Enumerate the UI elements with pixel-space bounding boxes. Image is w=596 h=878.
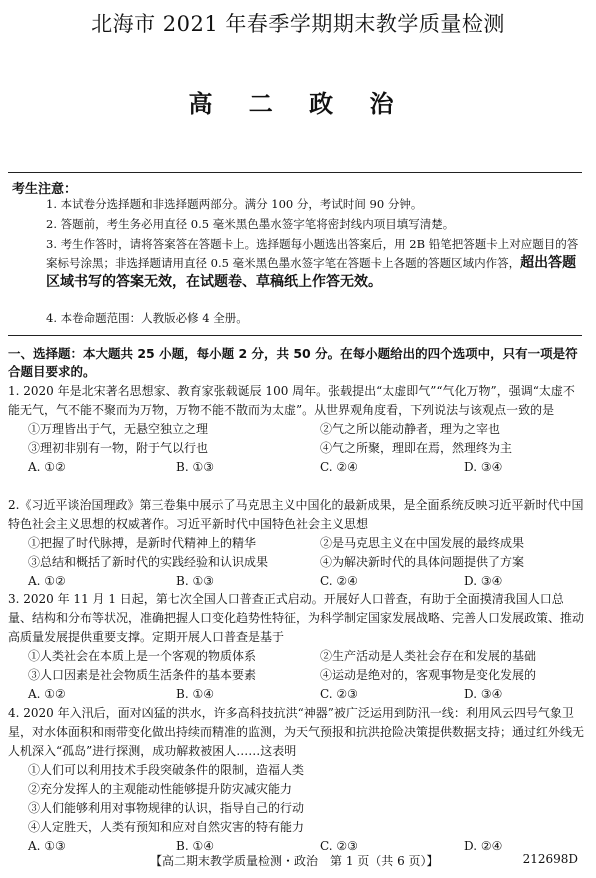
choice-row: [8, 572, 584, 591]
question-4: [8, 704, 584, 856]
statement: ②生产活动是人类社会存在和发展的基础: [320, 649, 537, 663]
statement: ③理初非别有一物，附于气以行也: [28, 441, 209, 455]
choice-row: [8, 458, 584, 477]
choice-d[interactable]: D. ②④: [464, 839, 503, 853]
choice-row: [8, 685, 584, 704]
statement: ④气之所聚，理即在焉，然理终为主: [320, 441, 513, 455]
statement-row: [8, 761, 584, 780]
choice-d[interactable]: D. ③④: [464, 460, 503, 474]
footer-code: 212698D: [522, 852, 578, 866]
choice-c[interactable]: C. ②③: [320, 687, 358, 701]
notice-item-1: 1. 本试卷分选择题和非选择题两部分。满分 100 分，考试时间 90 分钟。: [46, 197, 423, 211]
notice-item-4: 4. 本卷命题范围：人教版必修 4 全册。: [46, 311, 248, 325]
choice-d[interactable]: D. ③④: [464, 574, 503, 588]
notice-item-3-emphasis: 超出答题区域书写的答案无效，在试题卷、草稿纸上作答无效。: [46, 255, 577, 290]
choice-b[interactable]: B. ①③: [176, 574, 214, 588]
section-heading: 一、选择题：本大题共 25 小题，每小题 2 分，共 50 分。在每小题给出的四个选项中，只有一项是符合题目要求的。: [8, 346, 578, 379]
statement: ①人们可以利用技术手段突破条件的限制，造福人类: [28, 763, 305, 777]
statement-row: [8, 647, 584, 666]
statement-row: [8, 780, 584, 799]
statement: ②气之所以能动静者，理为之宰也: [320, 422, 501, 436]
statement: ④为解决新时代的具体问题提供了方案: [320, 555, 525, 569]
question-stem: 4. 2020 年入汛后，面对凶猛的洪水，许多高科技抗洪“神器”被广泛运用到防汛一线：利用风云四号气象卫星，对水体面积和雨带变化做出持续而精准的监测，为天气预报和抗洪抢险决策提供数据支持；通过红外线无人机深入“孤岛”进行探测，成功解救被困人……这表明: [8, 706, 585, 758]
choice-a[interactable]: A. ①②: [28, 687, 66, 701]
question-1: [8, 382, 584, 477]
statement: ④人定胜天，人类有预知和应对自然灾害的特有能力: [28, 820, 305, 834]
question-stem: 2.《习近平谈治国理政》第三卷集中展示了马克思主义中国化的最新成果，是全面系统反映习近平新时代中国特色社会主义思想的权威著作。习近平新时代中国特色社会主义思想: [8, 498, 584, 531]
statement-row: [8, 420, 584, 439]
statement: ②充分发挥人的主观能动性能够提升防灾减灾能力: [28, 782, 293, 796]
notice-item-2: 2. 答题前，考生务必用直径 0.5 毫米黑色墨水签字笔将密封线内项目填写清楚。: [46, 217, 455, 231]
statement: ③人们能够利用对事物规律的认识，指导自己的行动: [28, 801, 305, 815]
choice-a[interactable]: A. ①②: [28, 460, 66, 474]
question-stem: 1. 2020 年是北宋著名思想家、教育家张载诞辰 100 周年。张载提出“太虚即气”“气化万物”，强调“太虚不能无气，气不能不聚而为万物，万物不能不散而为太虚”。从世界观角度看，下列说法与该观点一致的是: [8, 384, 575, 417]
choice-a[interactable]: A. ①③: [28, 839, 66, 853]
notice-box: [8, 172, 582, 336]
notice-item-3-text: 3. 考生作答时，请将答案答在答题卡上。选择题每小题选出答案后，用 2B 铅笔把答题卡上对应题目的答案标号涂黑；非选择题请用直径 0.5 毫米黑色墨水签字笔在答题卡上各题的答题区域内作答，: [46, 237, 579, 270]
choice-c[interactable]: C. ②④: [320, 460, 358, 474]
choice-a[interactable]: A. ①②: [28, 574, 66, 588]
statement-row: [8, 666, 584, 685]
subject-title: 高 二 政 治: [188, 90, 408, 118]
statement: ①把握了时代脉搏，是新时代精神上的精华: [28, 536, 257, 550]
choice-b[interactable]: B. ①④: [176, 687, 214, 701]
choice-c[interactable]: C. ②④: [320, 574, 358, 588]
notice-item-3: [46, 235, 582, 292]
statement-row: [8, 799, 584, 818]
statement: ①人类社会在本质上是一个客观的物质体系: [28, 649, 257, 663]
footer-page-info: 【高二期末教学质量检测・政治 第 1 页（共 6 页）】: [150, 854, 439, 868]
choice-d[interactable]: D. ③④: [464, 687, 503, 701]
choice-b[interactable]: B. ①④: [176, 839, 214, 853]
choice-b[interactable]: B. ①③: [176, 460, 214, 474]
statement: ②是马克思主义在中国发展的最终成果: [320, 536, 525, 550]
statement-row: [8, 818, 584, 837]
notice-heading: 考生注意：: [12, 182, 78, 197]
question-stem: 3. 2020 年 11 月 1 日起，第七次全国人口普查正式启动。开展好人口普查，有助于全面摸清我国人口总量、结构和分布等状况，准确把握人口变化趋势性特征，为科学制定国家发展战略、完善人口发展政策、推动高质量发展提供重要支撑。定期开展人口普查是基于: [8, 592, 585, 644]
statement-row: [8, 534, 584, 553]
choice-c[interactable]: C. ②③: [320, 839, 358, 853]
question-2: [8, 496, 584, 591]
statement: ③总结和概括了新时代的实践经验和认识成果: [28, 555, 269, 569]
exam-title: 北海市 2021 年春季学期期末教学质量检测: [91, 12, 505, 36]
statement: ③人口因素是社会物质生活条件的基本要素: [28, 668, 257, 682]
statement: ④运动是绝对的，客观事物是变化发展的: [320, 668, 537, 682]
statement-row: [8, 553, 584, 572]
statement: ①万理皆出于气，无悬空独立之理: [28, 422, 209, 436]
statement-row: [8, 439, 584, 458]
question-3: [8, 590, 584, 704]
